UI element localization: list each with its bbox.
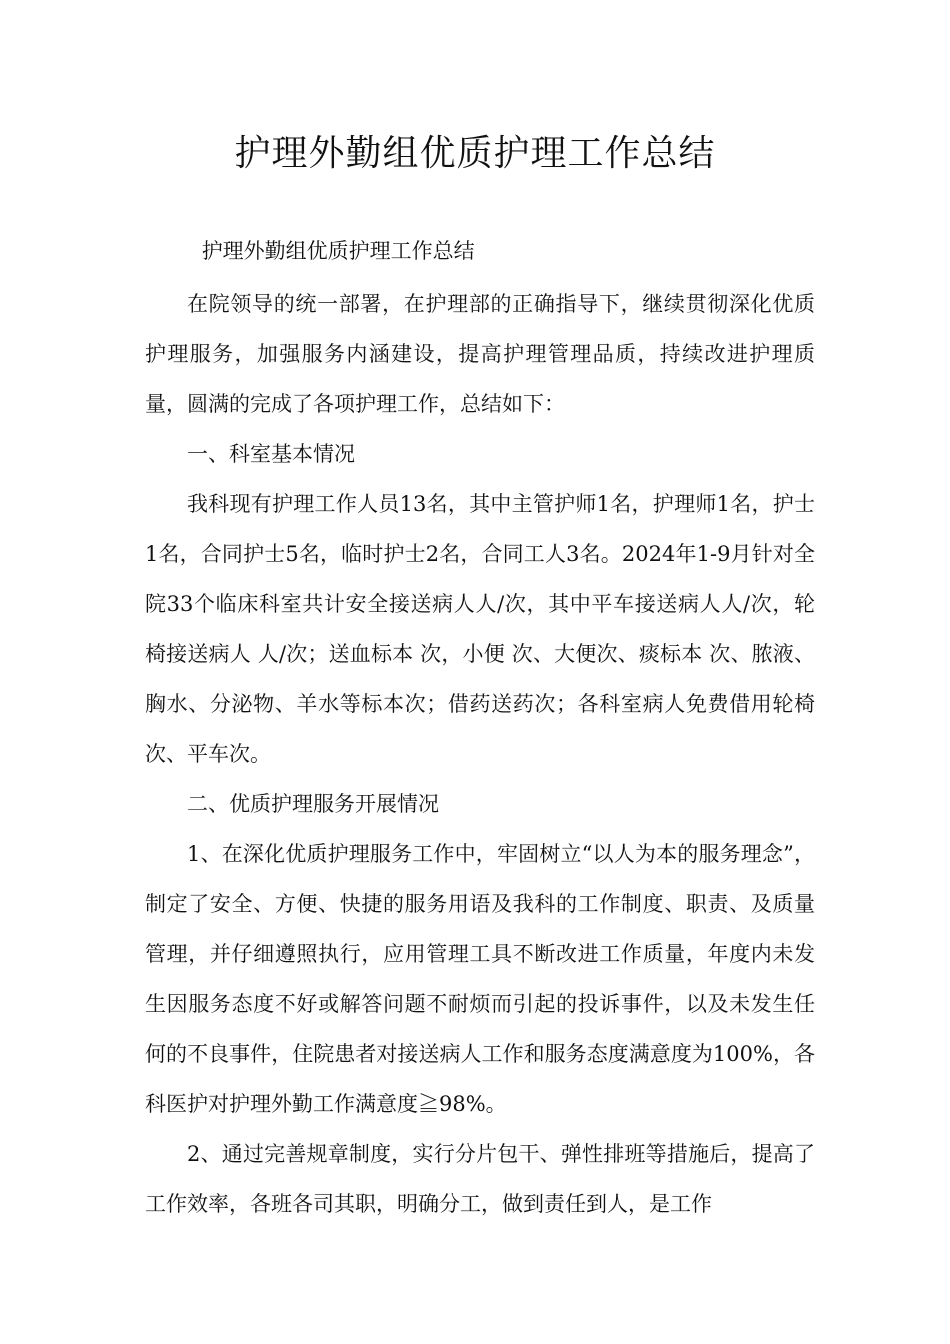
- intro-paragraph: 在院领导的统一部署，在护理部的正确指导下，继续贯彻深化优质护理服务，加强服务内涵建设，提高护理管理品质，持续改进护理质量，圆满的完成了各项护理工作，总结如下：: [145, 292, 815, 416]
- document-title: 护理外勤组优质护理工作总结: [234, 133, 716, 174]
- section-heading-1: 一、科室基本情况: [187, 442, 355, 466]
- document-body: [145, 226, 815, 1229]
- document-subtitle: 护理外勤组优质护理工作总结: [201, 239, 475, 263]
- service-paragraph-2: 2、通过完善规章制度，实行分片包干、弹性排班等措施后，提高了工作效率，各班各司其职，明确分工，做到责任到人，是工作: [145, 1142, 815, 1216]
- staff-paragraph: 我科现有护理工作人员13名，其中主管护师1名，护理师1名，护士1名，合同护士5名，临时护士2名，合同工人3名。2024年1-9月针对全院33个临床科室共计安全接送病人人/次，其中平车接送病人人/次，轮椅接送病人 人/次；送血标本 次，小便 次、大便次、痰标本 次、脓液、胸水、分泌物、羊水等标本次；借药送药次；各科室病人免费借用轮椅次、平车次。: [145, 492, 815, 766]
- section-heading-2: 二、优质护理服务开展情况: [187, 792, 439, 816]
- service-paragraph-1: 1、在深化优质护理服务工作中，牢固树立“以人为本的服务理念”，制定了安全、方便、快捷的服务用语及我科的工作制度、职责、及质量管理，并仔细遵照执行，应用管理工具不断改进工作质量，年度内未发生因服务态度不好或解答问题不耐烦而引起的投诉事件，以及未发生任何的不良事件，住院患者对接送病人工作和服务态度满意度为100%，各科医护对护理外勤工作满意度≧98%。: [145, 842, 815, 1116]
